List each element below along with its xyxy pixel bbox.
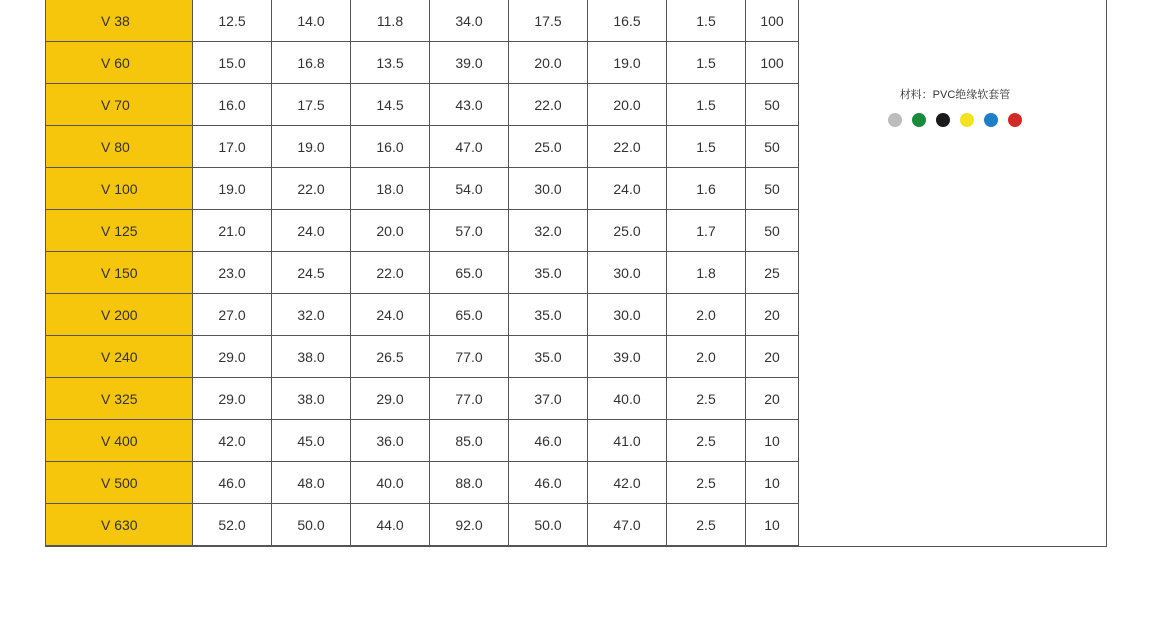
- table-row: [46, 126, 799, 168]
- value-cell: 17.5: [509, 0, 588, 42]
- value-cell: 21.0: [193, 210, 272, 252]
- value-cell: 25.0: [509, 126, 588, 168]
- material-note: 材料：PVC绝缘软套管: [899, 89, 1011, 101]
- value-cell: 47.0: [588, 504, 667, 546]
- value-cell: 65.0: [430, 294, 509, 336]
- value-cell: 46.0: [509, 462, 588, 504]
- value-cell: 41.0: [588, 420, 667, 462]
- value-cell: 17.0: [193, 126, 272, 168]
- value-cell: 38.0: [272, 336, 351, 378]
- value-cell: 1.5: [667, 42, 746, 84]
- value-cell: 100: [746, 0, 799, 42]
- value-cell: 30.0: [509, 168, 588, 210]
- value-cell: 23.0: [193, 252, 272, 294]
- value-cell: 32.0: [272, 294, 351, 336]
- value-cell: 19.0: [588, 42, 667, 84]
- value-cell: 30.0: [588, 252, 667, 294]
- table-row: [46, 420, 799, 462]
- model-cell: V 125: [46, 210, 193, 252]
- value-cell: 39.0: [588, 336, 667, 378]
- value-cell: 20: [746, 378, 799, 420]
- value-cell: 54.0: [430, 168, 509, 210]
- value-cell: 35.0: [509, 252, 588, 294]
- value-cell: 37.0: [509, 378, 588, 420]
- value-cell: 10: [746, 462, 799, 504]
- value-cell: 42.0: [193, 420, 272, 462]
- value-cell: 50: [746, 126, 799, 168]
- table-row: [46, 378, 799, 420]
- value-cell: 50.0: [509, 504, 588, 546]
- value-cell: 30.0: [588, 294, 667, 336]
- value-cell: 19.0: [272, 126, 351, 168]
- value-cell: 10: [746, 420, 799, 462]
- value-cell: 13.5: [351, 42, 430, 84]
- value-cell: 10: [746, 504, 799, 546]
- model-cell: V 200: [46, 294, 193, 336]
- color-swatch-grey: [888, 113, 902, 127]
- value-cell: 45.0: [272, 420, 351, 462]
- model-cell: V 150: [46, 252, 193, 294]
- value-cell: 14.5: [351, 84, 430, 126]
- value-cell: 20: [746, 294, 799, 336]
- model-cell: V 500: [46, 462, 193, 504]
- value-cell: 24.0: [588, 168, 667, 210]
- model-cell: V 240: [46, 336, 193, 378]
- value-cell: 2.5: [667, 462, 746, 504]
- value-cell: 47.0: [430, 126, 509, 168]
- table-row: [46, 168, 799, 210]
- value-cell: 22.0: [588, 126, 667, 168]
- value-cell: 1.7: [667, 210, 746, 252]
- value-cell: 65.0: [430, 252, 509, 294]
- value-cell: 16.0: [351, 126, 430, 168]
- value-cell: 22.0: [272, 168, 351, 210]
- value-cell: 16.8: [272, 42, 351, 84]
- value-cell: 2.0: [667, 294, 746, 336]
- table-row: [46, 336, 799, 378]
- value-cell: 1.5: [667, 126, 746, 168]
- value-cell: 2.5: [667, 504, 746, 546]
- model-cell: V 80: [46, 126, 193, 168]
- value-cell: 50: [746, 168, 799, 210]
- value-cell: 43.0: [430, 84, 509, 126]
- color-swatch-red: [1008, 113, 1022, 127]
- value-cell: 22.0: [351, 252, 430, 294]
- value-cell: 35.0: [509, 294, 588, 336]
- value-cell: 1.5: [667, 0, 746, 42]
- value-cell: 2.0: [667, 336, 746, 378]
- color-swatch-black: [936, 113, 950, 127]
- value-cell: 38.0: [272, 378, 351, 420]
- value-cell: 88.0: [430, 462, 509, 504]
- value-cell: 1.6: [667, 168, 746, 210]
- value-cell: 92.0: [430, 504, 509, 546]
- model-cell: V 70: [46, 84, 193, 126]
- value-cell: 42.0: [588, 462, 667, 504]
- value-cell: 48.0: [272, 462, 351, 504]
- table-row: [46, 294, 799, 336]
- model-cell: V 400: [46, 420, 193, 462]
- value-cell: 24.5: [272, 252, 351, 294]
- spec-table-body: [46, 0, 799, 546]
- value-cell: 29.0: [193, 378, 272, 420]
- value-cell: 46.0: [509, 420, 588, 462]
- value-cell: 50: [746, 84, 799, 126]
- value-cell: 1.5: [667, 84, 746, 126]
- value-cell: 27.0: [193, 294, 272, 336]
- color-swatch-blue: [984, 113, 998, 127]
- value-cell: 2.5: [667, 378, 746, 420]
- color-swatch-yellow: [960, 113, 974, 127]
- value-cell: 85.0: [430, 420, 509, 462]
- color-swatch-green: [912, 113, 926, 127]
- value-cell: 35.0: [509, 336, 588, 378]
- value-cell: 57.0: [430, 210, 509, 252]
- value-cell: 32.0: [509, 210, 588, 252]
- table-row: [46, 462, 799, 504]
- value-cell: 34.0: [430, 0, 509, 42]
- material-note-panel: [860, 86, 1050, 127]
- table-row: [46, 42, 799, 84]
- value-cell: 24.0: [272, 210, 351, 252]
- value-cell: 22.0: [509, 84, 588, 126]
- value-cell: 20.0: [588, 84, 667, 126]
- value-cell: 29.0: [351, 378, 430, 420]
- value-cell: 77.0: [430, 378, 509, 420]
- value-cell: 24.0: [351, 294, 430, 336]
- table-row: [46, 252, 799, 294]
- color-swatches: [860, 113, 1050, 127]
- value-cell: 19.0: [193, 168, 272, 210]
- value-cell: 20.0: [509, 42, 588, 84]
- model-cell: V 38: [46, 0, 193, 42]
- value-cell: 16.5: [588, 0, 667, 42]
- value-cell: 15.0: [193, 42, 272, 84]
- value-cell: 20: [746, 336, 799, 378]
- value-cell: 77.0: [430, 336, 509, 378]
- value-cell: 2.5: [667, 420, 746, 462]
- model-cell: V 100: [46, 168, 193, 210]
- spec-table: [45, 0, 799, 546]
- value-cell: 40.0: [588, 378, 667, 420]
- value-cell: 16.0: [193, 84, 272, 126]
- model-cell: V 325: [46, 378, 193, 420]
- table-row: [46, 0, 799, 42]
- value-cell: 40.0: [351, 462, 430, 504]
- value-cell: 50: [746, 210, 799, 252]
- value-cell: 44.0: [351, 504, 430, 546]
- value-cell: 26.5: [351, 336, 430, 378]
- value-cell: 29.0: [193, 336, 272, 378]
- model-cell: V 60: [46, 42, 193, 84]
- table-row: [46, 210, 799, 252]
- value-cell: 1.8: [667, 252, 746, 294]
- value-cell: 39.0: [430, 42, 509, 84]
- value-cell: 11.8: [351, 0, 430, 42]
- table-row: [46, 504, 799, 546]
- value-cell: 100: [746, 42, 799, 84]
- value-cell: 12.5: [193, 0, 272, 42]
- value-cell: 52.0: [193, 504, 272, 546]
- model-cell: V 630: [46, 504, 193, 546]
- table-row: [46, 84, 799, 126]
- value-cell: 17.5: [272, 84, 351, 126]
- value-cell: 36.0: [351, 420, 430, 462]
- value-cell: 20.0: [351, 210, 430, 252]
- value-cell: 14.0: [272, 0, 351, 42]
- value-cell: 25: [746, 252, 799, 294]
- value-cell: 18.0: [351, 168, 430, 210]
- value-cell: 50.0: [272, 504, 351, 546]
- value-cell: 46.0: [193, 462, 272, 504]
- value-cell: 25.0: [588, 210, 667, 252]
